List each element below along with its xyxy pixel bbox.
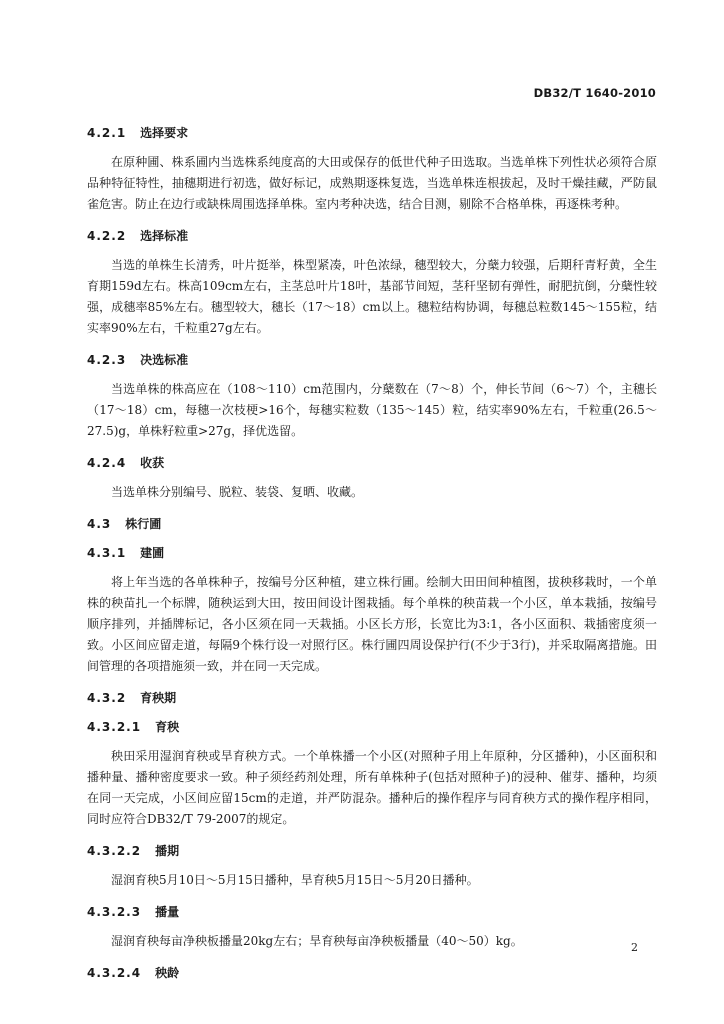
section-heading bbox=[87, 516, 657, 532]
section-title: 育秧期 bbox=[140, 691, 177, 705]
section-heading bbox=[87, 545, 657, 561]
paragraph: 秧田采用湿润育秧或旱育秧方式。一个单株播一个小区(对照种子用上年原种，分区播种)，小区面积和播种量、播种密度要求一致。种子须经药剂处理，所有单株种子(包括对照种子)的浸种、催芽、播种，均须在同一天完成，小区间应留15cm的走道，并严防混杂。播种后的操作程序与同育秧方式的操作程序相同，同时应符合DB32/T 79-2007的规定。 bbox=[87, 749, 657, 826]
section-title: 选择要求 bbox=[140, 126, 189, 140]
section-title: 决选标准 bbox=[140, 353, 189, 367]
paragraph: 在原种圃、株系圃内当选株系纯度高的大田或保存的低世代种子田选取。当选单株下列性状必须符合原品种特征特性，抽穗期进行初选，做好标记，成熟期逐株复选，当选单株连根拔起，及时干燥挂藏，严防鼠雀危害。防止在边行或缺株周围选择单株。室内考种决选，结合目测，剔除不合格单株，再逐株考种。 bbox=[87, 155, 657, 211]
section-heading bbox=[87, 125, 657, 141]
paragraph: 当选单株的株高应在（108～110）cm范围内，分蘖数在（7～8）个，伸长节间（6～7）个，主穗长（17～18）cm，每穗一次枝梗>16个，每穗实粒数（135～145）粒，结实率90%左右，千粒重(26.5～27.5)g，单株籽粒重>27g，择优选留。 bbox=[87, 382, 657, 438]
section-title: 育秧 bbox=[155, 720, 180, 734]
paragraph: 湿润育秧每亩净秧板播量20kg左右；旱育秧每亩净秧板播量（40～50）kg。 bbox=[111, 934, 523, 948]
paragraph: 将上年当选的各单株种子，按编号分区种植，建立株行圃。绘制大田田间种植图，拔秧移栽时，一个单株的秧苗扎一个标牌，随秧运到大田，按田间设计图栽插。每个单株的秧苗栽一个小区，单本栽插，按编号顺序排列，并插牌标记，各小区须在同一天栽插。小区长方形，长宽比为3:1，各小区面积、栽插密度须一致。小区间应留走道，每隔9个株行设一对照行区。株行圃四周设保护行(不少于3行)，并采取隔离措施。田间管理的各项措施须一致，并在同一天完成。 bbox=[87, 575, 657, 673]
section-number: 4.2.2 bbox=[87, 229, 127, 243]
section-number: 4.2.1 bbox=[87, 126, 127, 140]
section-title: 播期 bbox=[155, 844, 180, 858]
section-title: 建圃 bbox=[140, 546, 165, 560]
section-title: 播量 bbox=[155, 905, 180, 919]
section-heading bbox=[87, 690, 657, 706]
section-title: 秧龄 bbox=[155, 966, 180, 980]
section-title: 收获 bbox=[140, 456, 165, 470]
section-heading bbox=[87, 843, 657, 859]
doc-code: DB32/T 1640-2010 bbox=[533, 86, 656, 100]
section-heading bbox=[87, 719, 657, 735]
section-title: 选择标准 bbox=[140, 229, 189, 243]
section-number: 4.2.3 bbox=[87, 353, 127, 367]
section-heading bbox=[87, 455, 657, 471]
section-number: 4.3.2 bbox=[87, 691, 127, 705]
section-title: 株行圃 bbox=[125, 517, 162, 531]
paragraph: 湿润育秧5月10日～5月15日播种，旱育秧5月15日～5月20日播种。 bbox=[111, 873, 479, 887]
paragraph: 当选的单株生长清秀，叶片挺举，株型紧凑，叶色浓绿，穗型较大，分蘖力较强，后期秆青籽黄，全生育期159d左右。株高109cm左右，主茎总叶片18叶，基部节间短，茎秆坚韧有弹性，耐肥抗倒，分蘖性较强，成穗率85%左右。穗型较大，穗长（17～18）cm以上。穗粒结构协调，每穗总粒数145～155粒，结实率90%左右，千粒重27g左右。 bbox=[87, 258, 657, 335]
section-number: 4.3.2.3 bbox=[87, 905, 142, 919]
section-heading bbox=[87, 228, 657, 244]
section-heading bbox=[87, 352, 657, 368]
page-number: 2 bbox=[631, 941, 638, 954]
section-number: 4.3 bbox=[87, 517, 112, 531]
section-number: 4.3.2.2 bbox=[87, 844, 142, 858]
section-number: 4.2.4 bbox=[87, 456, 127, 470]
section-heading bbox=[87, 904, 657, 920]
section-number: 4.3.2.1 bbox=[87, 720, 142, 734]
document-body bbox=[87, 112, 657, 992]
paragraph: 当选单株分别编号、脱粒、装袋、复晒、收藏。 bbox=[111, 485, 364, 499]
section-number: 4.3.2.4 bbox=[87, 966, 142, 980]
section-number: 4.3.1 bbox=[87, 546, 127, 560]
section-heading bbox=[87, 965, 657, 981]
